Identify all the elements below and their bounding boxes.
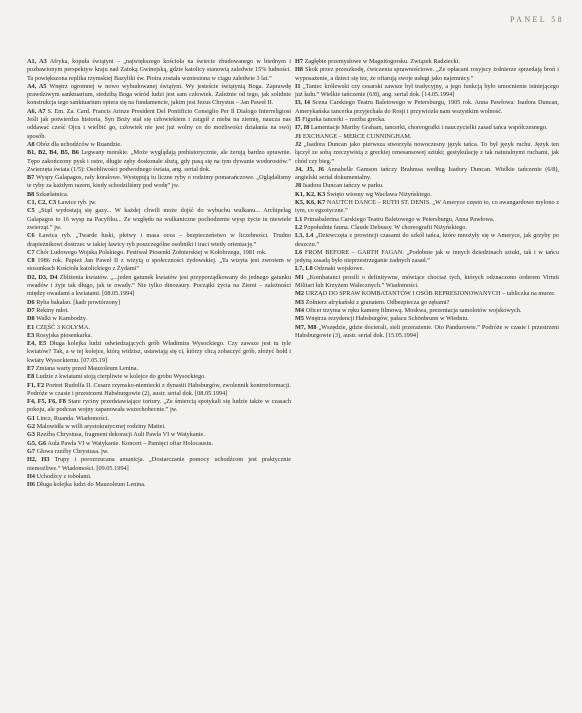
catalog-entry (27, 373, 291, 381)
catalog-entry (27, 365, 291, 373)
left-column (27, 58, 291, 489)
catalog-entry (27, 174, 291, 191)
entry-text: Wnętrza rezydencji Habsburgów, pałacu Schönbrunn w Wiedniu. (305, 315, 469, 323)
entry-code: E4, E5 (27, 340, 47, 348)
entry-text: Rosyjska piosenkarka. (35, 331, 93, 339)
entry-code: D8 (27, 315, 35, 323)
entry-code: F4, F5, F6, F8 (27, 398, 66, 406)
catalog-entry (27, 473, 291, 481)
entry-code: J1 (295, 132, 302, 140)
entry-text: Malowidła w willi arystokratycznej rodziny Mattei. (36, 423, 166, 431)
entry-code: G1 (27, 414, 35, 422)
catalog-entry (295, 274, 559, 291)
right-column (295, 58, 559, 340)
entry-text: Skok przez przeszkodę, ćwiczenia sprawnościowe. „Ze opłacani rosyjscy żołnierze sprzedają broń i wyposażenie, a dzieci się tez, że ofiarują swoje usługi jako najemnicy.” (295, 66, 559, 82)
entry-text: „Dziewczęta z prowincji czasami do szkół tańca, które mnożyły się w Ameryce, jak grzyby po deszczu.” (295, 232, 559, 248)
entry-code: G3 (27, 431, 35, 439)
entry-code: L7, L8 (295, 265, 313, 273)
catalog-entry (295, 249, 559, 266)
catalog-entry (295, 216, 559, 224)
catalog-entry (27, 456, 291, 473)
entry-text: Obóz dla uchodźców w Ruandzie. (36, 140, 122, 148)
entry-text: Lamentacje Marthy Graham, tancerki, choreografki i nauczycielki zasad tańca współczesnego. (310, 124, 548, 132)
entry-text: Wnętrz ogromnej w nowo wybudowanej świątyni. Wy jesteście świątynią Boga. Zaprawdę prawdziwym sanktuarium, siedzibą Boga wśród ludzi jest sam człowiek. Zależnie od tego, jak solidnie konstrukcja tego sanktuarium opiera się na fundamencie, jakim jest Jezus Chrystus – Jan Paweł II. (27, 82, 291, 107)
entry-code: M2 (295, 290, 305, 298)
entry-code: M5 (295, 315, 305, 323)
catalog-entry (295, 141, 559, 166)
entry-text: Wyspy Galapagos, rafy koralowe. Występują tu liczne ryby o rodzimy pomarańczowe. „Oglądalismy te ryby za każdym razem, kiedy schodziliśmy pod wodę” jw. (27, 174, 292, 190)
entry-text: Ryba bakałao. [kadr powtórzony] (36, 298, 120, 306)
entry-code: G7 (27, 447, 35, 455)
catalog-entry (27, 108, 291, 141)
entry-code: A1, A3 (27, 58, 47, 65)
catalog-entry (27, 199, 291, 207)
catalog-entry (27, 274, 291, 299)
catalog-entry (295, 182, 559, 190)
entry-code: M4 (295, 306, 305, 314)
entry-text: „Isadora Duncan jako pierwsza stworzyła nowoczesny język tańca. To był język ruchu. Język ten łączył ze sobą rzeczywistą z greckiej renesansowej sztuki; gestykulację z tak naturalnymi ruchami, jak chód czy bieg.” (295, 140, 560, 165)
catalog-entry (27, 398, 291, 415)
entry-text: Szkarłatnica. (35, 190, 69, 198)
entry-code: A4, A5 (27, 82, 47, 90)
catalog-entry (27, 307, 291, 315)
entry-text: Zagłębie przemysłowe w Magnitogorsku. Związek Radziecki. (304, 58, 460, 65)
catalog-entry (27, 448, 291, 456)
entry-text: Lincz, Ruanda. Wiadomości. (36, 414, 109, 422)
entry-text: „Taniec królewski czy cesarski zawsze był tradycyjny, a jego funkcją było umocnienie istniejącego już ładu.” Wielkie tańczenie (6/8), ang. serial dok. [14.05.1994] (295, 82, 559, 99)
catalog-entry (27, 332, 291, 340)
entry-text: Zmiana warty przed Mauzoleum Lenina. (35, 364, 139, 372)
catalog-entry (27, 423, 291, 431)
catalog-entry (27, 249, 291, 257)
catalog-entry (295, 307, 559, 315)
catalog-entry (27, 382, 291, 399)
entry-code: H6 (27, 481, 35, 489)
entry-text: Chór Ludowego Wojska Polskiego. Festiwal Piosenki Żołnierskiej w Kołobrzegu, 1981 rok. (36, 248, 267, 256)
entry-code: B8 (27, 190, 35, 198)
entry-text: Rzeźba Chrystusa, fragment dekoracji Auli Pawła VI w Watykanie. (36, 431, 205, 439)
entry-code: H2, H3 (27, 456, 50, 464)
catalog-entry (27, 58, 291, 83)
entry-code: J8 (295, 182, 302, 190)
catalog-entry (295, 299, 559, 307)
catalog-entry (27, 149, 291, 174)
catalog-entry (27, 481, 291, 489)
entry-text: Długa kolejka ludzi do Mauzoleum Lenina. (36, 481, 146, 489)
catalog-entry (295, 224, 559, 232)
entry-code: I1 (295, 82, 301, 90)
entry-code: H7 (295, 58, 303, 65)
catalog-entry (295, 66, 559, 83)
entry-text: „Stąd wydostają się gazy... W każdej chwili może dojść do wybuchu wulkanu... Archipelag Galapagos to 16 wysp na Pacyfiku... Ze względu na wulkaniczne pochodzenie wysp życie tu niewiele zwierząt.” jw. (27, 207, 292, 231)
entry-text: Święto wiosny wg Wacława Niżyńskiego. (326, 190, 432, 198)
catalog-entry (27, 232, 291, 249)
entry-text: Zbliżenia kwiatów. „...jeden gatunek kwiatów jest przyporządkowany do jednego gatunku owadów i żyje tak długo, jak te owady.” Nie tylko dinozaury. Początki życia na Ziemi – zależności między owadami a kwiatami. [08.05.1994] (27, 273, 291, 298)
catalog-entry (295, 315, 559, 323)
entry-text: CZĘŚĆ 3 KOLYMA. (35, 323, 90, 331)
catalog-entry (295, 324, 559, 341)
catalog-entry (27, 415, 291, 423)
entry-code: B1, B2, B4, B5, B6 (27, 149, 79, 157)
entry-code: D7 (27, 306, 35, 314)
entry-code: J2 (295, 140, 302, 148)
entry-text: Walki w Kambodży. (36, 315, 88, 323)
entry-code: D6 (27, 298, 35, 306)
entry-code: C8 (27, 257, 35, 265)
entry-text: FROM BEFORE – GARTH FAGAN. „Podobnie jak w innych dziedzinach sztuki, tak i w tańcu jedyną zasadą było nieprzestrzeganie żadnych zasad.” (295, 248, 559, 265)
entry-code: B7 (27, 174, 35, 182)
catalog-entry (27, 315, 291, 323)
entry-code: K1, K2, K3 (295, 190, 326, 198)
entry-text: „Kombatanci prosili o definitywne, mówiące chociaż tych, których odznaczono orderem Virtuti Militari lub Krzyżem Walecznych.” Wiadomości. (295, 273, 560, 290)
entry-text: URZĄD DO SPRAW KOMBATANTÓW I OSÓB REPRESJONOWANYCH – tabliczka na murze. (305, 290, 556, 298)
entry-text: Scena Carskiego Teatru Baletowego w Petersburgu, 1905 rok. Anna Pawłowa: Isadora Duncan, Amerykańska tancerka przyjechała do Rosji i przywiozła nam wszystkim wolność. (295, 99, 559, 115)
catalog-entry (295, 124, 559, 132)
catalog-entry (295, 58, 559, 66)
entry-text: Ławice ryb. jw. (57, 199, 97, 207)
entry-code: D2, D3, D4 (27, 273, 58, 281)
entry-text: Aula Pawła VI w Watykanie. Koncert – Pamięci ofiar Holocaustu. (47, 439, 214, 447)
entry-code: A6, A7 (27, 107, 46, 115)
entry-text: Długa kolejka ludzi odwiedzających grób Władimira Wysockiego. Czy zawsze jest tu tyle kwiatów? Tak, a w tej kolejce, którą widzisz, ustawiają się ci, którzy chcą zobaczyć grób, złożyć hołd i kwiaty Wysockiemu. [07.05.19] (27, 340, 291, 364)
entry-code: M1 (295, 273, 305, 281)
catalog-entry (295, 265, 559, 273)
catalog-entry (27, 257, 291, 274)
entry-code: C5 (27, 207, 35, 215)
catalog-entry (295, 191, 559, 199)
entry-code: E7 (27, 364, 35, 372)
entry-text: Portret Rudolfa II. Cesarz rzymsko-niemiecki z dynastii Habsburgów, zwolennik kontrreformacji. Podróże w czasie i przestrzeni Habsburgowie (2), austr. serial dok. [08.05.1994] (27, 381, 291, 397)
catalog-entry (295, 83, 559, 100)
entry-code: G5, G6 (27, 439, 47, 447)
catalog-entry (295, 133, 559, 141)
catalog-entry (27, 299, 291, 307)
entry-code: E3 (27, 331, 35, 339)
entry-text: Stare ryciny przedstawiające tortury. „Ze śmiercią spotykali się ludzie także w czasach pokoju, ale podczas wojny zapanowała wszechobecnie.” jw. (27, 398, 292, 414)
entry-text: Trupy i porozrzucana amunicja. „Dostarczanie pomocy uchodźcom jest praktycznie niemożliwe.” Wiadomości. [09.05.1994] (27, 456, 291, 472)
entry-text: Afryka, kopuła świątyni – „największego kościoła na świecie zbudowanego w biednym i pozbawionym perspektyw kraju nad Zatoką Gwinejską, gdzie katolicy stanowią zaledwie 15% ludności. Ta powiększona replika rzymskiej Bazyliki św. Piotra została wzniesiona w ciągu zaledwie 3 lat.” (27, 58, 292, 82)
entry-text: Uchodźcy z tobołami. (36, 472, 92, 480)
entry-text: NAUTCH DANCE – RUTH ST. DENIS. „W Ameryce często to, co awangardowe mylono z tym, co egzotyczne.” (295, 199, 560, 215)
entry-text: Głowa rzeźby Chrystusa. jw. (36, 447, 109, 455)
entry-code: J4, J5, J6 (295, 165, 324, 173)
catalog-entry (295, 166, 559, 183)
catalog-entry (27, 207, 291, 232)
entry-code: I5 (295, 116, 301, 124)
entry-code: I3, I4 (295, 99, 310, 107)
catalog-entry (295, 116, 559, 124)
entry-text: Legwany morskie. „Może wyglądają prehistorycznie, ale żerują bardzo sprawnie. Tępo zakończony pysk i ostre, długie zęby doskonale służą, gdy pasą się na tym dywanie wodorostów.” Zwierzęta świata (1/5): Osobliwości podwodnego świata, ang. serial dok. (27, 149, 292, 173)
catalog-entry (27, 141, 291, 149)
catalog-entry (295, 199, 559, 216)
catalog-entry (295, 232, 559, 249)
entry-code: A8 (27, 140, 35, 148)
entry-code: H4 (27, 472, 35, 480)
page-header: PANEL 58 (510, 15, 564, 24)
entry-text: Ludzie z kwiatami stoją cierpliwie w kolejce do grobu Wysockiego. (35, 373, 206, 381)
entry-code: I7, I8 (295, 124, 310, 132)
entry-text: Odznaki wojskowe. (314, 265, 364, 273)
entry-text: „Wszędzie, gdzie docierali, sieli przerażenie. Oto Pandurowie.” Podróże w czasie i przestrzeni Habsburgowie (3), austr. serial dok. [15.05.1994] (295, 323, 559, 339)
entry-code: M7, M8 (295, 323, 317, 331)
entry-text: S. Em. Za. Card. Francis Arinze President Del Pontificio Consiglio Per Il Dialogo Interreligiosi Jeśli jak potwierdza historia, Syn Boży stał się człowiekiem i zstąpił z nieba na ziemię, naucza nas oddawać cześć Ojcu i wielbić go, człowiek nie jest już wolny co do możliwości działania na swój sposób. (27, 107, 291, 140)
entry-code: L3, L4 (295, 232, 314, 240)
catalog-entry (27, 191, 291, 199)
entry-text: 1986 rok. Papież Jan Paweł II z wizytą u społeczności żydowskiej. „Ta wizyta jest zwrotem w stosunkach Kościoła katolickiego z Żydami” (27, 257, 291, 273)
entry-code: H8 (295, 66, 303, 74)
entry-code: K5, K6, K7 (295, 199, 326, 207)
entry-text: Żołnierz afrykański z granatem. Odbezpiecza go zębami? (305, 298, 450, 306)
entry-code: C7 (27, 248, 35, 256)
entry-code: L1 (295, 215, 303, 223)
entry-text: Popołudnie fauna. Claude Debussy. W choreografii Niżyńskiego. (303, 223, 467, 231)
entry-code: L6 (295, 248, 303, 256)
catalog-entry (295, 99, 559, 116)
entry-code: C1, C2, C3 (27, 199, 57, 207)
entry-code: E8 (27, 373, 35, 381)
entry-code: F1, F2 (27, 381, 45, 389)
entry-code: E1 (27, 323, 35, 331)
entry-text: Rekiny młot. (36, 306, 69, 314)
entry-text: Annabelle Gamson tańczy Brahmsa według Isadory Duncan. Wielkie tańczenie (6/8), angielski serial dokumentalny. (295, 165, 559, 182)
catalog-entry (27, 431, 291, 439)
catalog-entry (295, 290, 559, 298)
entry-text: Primabalerina Carskiego Teatru Baletowego w Petersburgu, Anna Pawłowa. (303, 215, 495, 223)
catalog-entry (27, 83, 291, 108)
entry-code: C6 (27, 232, 35, 240)
entry-text: Oficer trzyma w ręku kamerę filmową. Moskwa, prezentacja samolotów wojskowych. (305, 306, 522, 314)
entry-text: Isadora Duncan tańczy w parku. (302, 182, 384, 190)
catalog-entry (27, 324, 291, 332)
entry-code: M3 (295, 298, 305, 306)
catalog-entry (27, 340, 291, 365)
entry-text: Ławica ryb. „Twarde łuski, płetwy i masa ocea – bezpieczeństwo w liczebności. Trudno drapieżnikowi dostrzec w takiej ławicy ryb poszczególne osobniki i traci wtedy orientację.” (27, 232, 292, 248)
entry-text: EXCHANGE – MERCE CUNNINGHAM. (302, 132, 412, 140)
catalog-entry (27, 440, 291, 448)
entry-text: Figurka tancerki – rzeźba grecka. (302, 116, 386, 124)
entry-code: G2 (27, 423, 35, 431)
entry-code: L2 (295, 223, 303, 231)
